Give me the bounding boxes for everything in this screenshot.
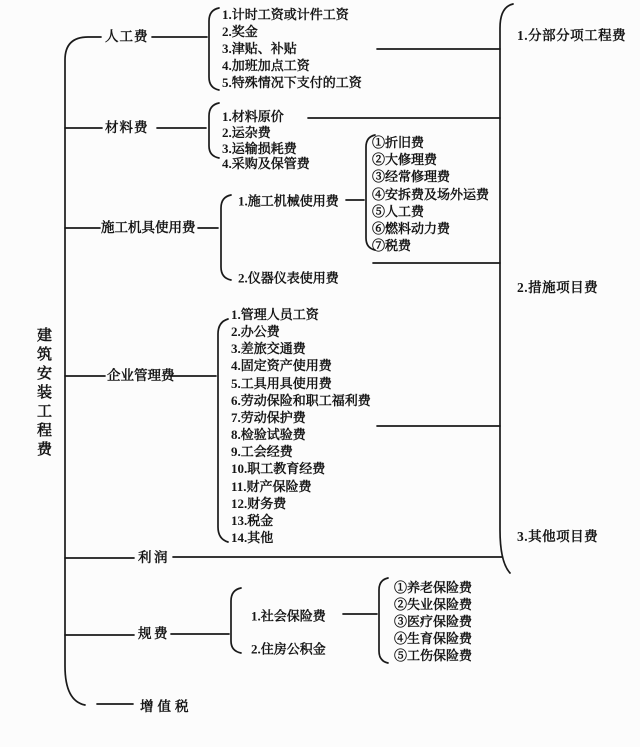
right-category-line (500, 4, 513, 573)
machinery-item-1: 1.施工机械使用费 (238, 193, 339, 209)
list-item: ⑥燃料动力费 (372, 221, 451, 237)
list-item: 13.税金 (231, 512, 274, 528)
material-brace (209, 103, 219, 158)
list-item: ①折旧费 (372, 135, 425, 150)
list-item: 9.工会经费 (231, 444, 293, 460)
list-item: 6.劳动保险和职工福利费 (231, 392, 371, 408)
list-item: 1.计时工资或计件工资 (222, 7, 349, 22)
list-item: ①养老保险费 (394, 580, 473, 595)
branch-label-material: 材料费 (105, 120, 149, 135)
material-items (222, 109, 310, 172)
machinery-item-2: 2.仪器仪表使用费 (238, 270, 339, 286)
list-item: 4.加班加点工资 (222, 58, 310, 74)
list-item: ③经常修理费 (372, 169, 451, 185)
list-item: 14.其他 (231, 530, 274, 546)
list-item: ④安拆费及场外运费 (372, 186, 490, 202)
branch-label-vat: 增值税 (140, 699, 193, 714)
fees-item-1: 1.社会保险费 (251, 608, 326, 624)
branch-label-management: 企业管理费 (107, 368, 175, 383)
fees-brace (231, 588, 241, 653)
machinery-brace (221, 195, 231, 280)
list-item: 5.特殊情况下支付的工资 (222, 75, 362, 91)
right-category-1: 1.分部分项工程费 (517, 28, 627, 43)
labor-items (222, 6, 362, 91)
insurance-sub-items (394, 579, 472, 664)
list-item: 8.检验试验费 (231, 427, 306, 443)
machine-sub-items (372, 134, 489, 254)
list-item: 2.奖金 (222, 24, 258, 40)
management-items (231, 306, 371, 546)
list-item: 3.津贴、补贴 (222, 41, 297, 57)
list-item: ②大修理费 (372, 152, 438, 168)
management-brace (218, 319, 228, 542)
list-item: ②失业保险费 (394, 597, 473, 612)
list-item: 1.管理人员工资 (231, 307, 319, 322)
list-item: 3.差旅交通费 (231, 341, 306, 357)
list-item: 4.固定资产使用费 (231, 358, 332, 374)
branch-label-profit: 利润 (138, 550, 170, 565)
list-item: 2.办公费 (231, 324, 280, 340)
list-item: ⑤工伤保险费 (394, 648, 473, 663)
list-item: 3.运输损耗费 (222, 140, 297, 156)
list-item: 4.采购及保管费 (222, 156, 310, 172)
list-item: 2.运杂费 (222, 124, 271, 140)
trunk-line (65, 37, 101, 705)
root-label: 建筑安装工程费 (36, 328, 52, 458)
right-category-2: 2.措施项目费 (517, 280, 599, 295)
list-item: 1.材料原价 (222, 109, 284, 124)
right-category-3: 3.其他项目费 (517, 529, 599, 544)
branch-label-machinery: 施工机具使用费 (101, 220, 196, 235)
list-item: 5.工具用具使用费 (231, 375, 332, 391)
list-item: ④生育保险费 (394, 631, 473, 646)
fees-item-2: 2.住房公积金 (251, 641, 326, 657)
list-item: ⑤人工费 (372, 203, 425, 219)
list-item: ③医疗保险费 (394, 614, 473, 629)
list-item: 11.财产保险费 (231, 478, 312, 494)
branch-label-fees: 规费 (138, 626, 170, 641)
insurance-sub-brace (379, 578, 388, 663)
list-item: 7.劳动保护费 (231, 409, 306, 425)
branch-label-labor: 人工费 (105, 29, 149, 44)
list-item: 12.财务费 (231, 495, 287, 511)
list-item: 10.职工教育经费 (231, 461, 326, 477)
labor-brace (209, 8, 219, 90)
list-item: ⑦税费 (372, 238, 412, 254)
